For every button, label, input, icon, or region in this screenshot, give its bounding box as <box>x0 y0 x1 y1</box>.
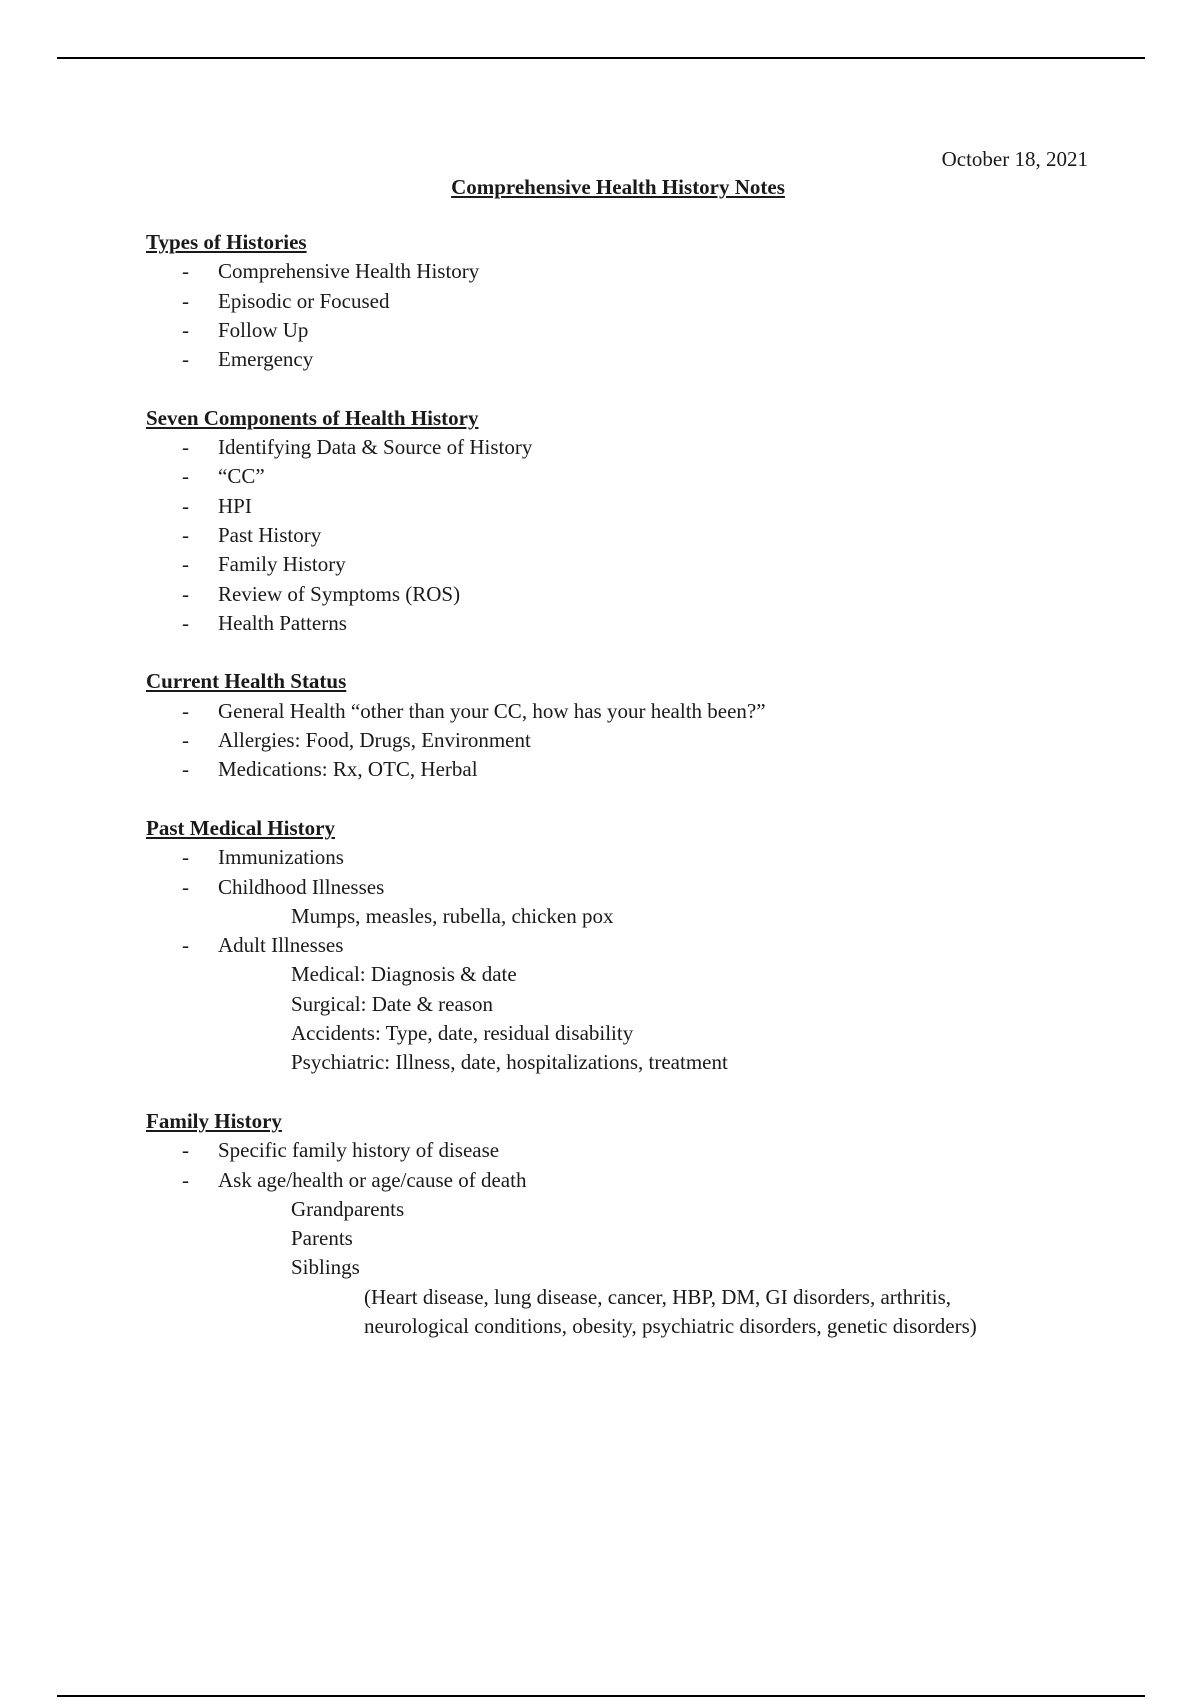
notes-body <box>146 228 1106 1341</box>
dash-bullet: - <box>182 493 189 518</box>
dash-bullet: - <box>182 464 189 489</box>
section-heading: Current Health Status <box>146 669 347 694</box>
list-item: - Adult Illnesses <box>146 931 1106 960</box>
dash-bullet: - <box>182 347 189 372</box>
sub-item: Psychiatric: Illness, date, hospitalizations, treatment <box>291 1050 728 1075</box>
list-item: - Immunizations <box>146 843 1106 872</box>
list-item: - Family History <box>146 550 1106 579</box>
list-item: - General Health “other than your CC, how has your health been?” <box>146 697 1106 726</box>
list-item: - Review of Symptoms (ROS) <box>146 580 1106 609</box>
sub-item: Accidents: Type, date, residual disability <box>291 1021 634 1046</box>
section-heading: Family History <box>146 1108 282 1133</box>
dash-bullet: - <box>182 435 189 460</box>
list-item: - Identifying Data & Source of History <box>146 433 1106 462</box>
disease-list-line: neurological conditions, obesity, psychiatric disorders, genetic disorders) <box>364 1313 977 1338</box>
document-date: October 18, 2021 <box>941 147 1088 171</box>
dash-bullet: - <box>182 581 189 606</box>
list-item: - Childhood Illnesses <box>146 873 1106 902</box>
dash-bullet: - <box>182 874 189 899</box>
dash-bullet: - <box>182 1138 189 1163</box>
list-item: - Comprehensive Health History <box>146 257 1106 286</box>
list-item: - HPI <box>146 492 1106 521</box>
disease-list-line: (Heart disease, lung disease, cancer, HBP, DM, GI disorders, arthritis, <box>364 1284 952 1309</box>
dash-bullet: - <box>182 845 189 870</box>
dash-bullet: - <box>182 522 189 547</box>
list-item: - Follow Up <box>146 316 1106 345</box>
section-heading: Types of Histories <box>146 230 307 254</box>
list-item: - Health Patterns <box>146 609 1106 638</box>
dash-bullet: - <box>182 728 189 753</box>
dash-bullet: - <box>182 288 189 313</box>
sub-item: Parents <box>291 1226 353 1251</box>
dash-bullet: - <box>182 698 189 723</box>
list-item: - Medications: Rx, OTC, Herbal <box>146 755 1106 784</box>
list-item: - Ask age/health or age/cause of death <box>146 1166 1106 1195</box>
dash-bullet: - <box>182 610 189 635</box>
dash-bullet: - <box>182 933 189 958</box>
list-item: - Emergency <box>146 345 1106 374</box>
sub-item: Mumps, measles, rubella, chicken pox <box>291 903 614 928</box>
section-heading: Past Medical History <box>146 815 335 840</box>
bottom-rule <box>57 1695 1145 1697</box>
dash-bullet: - <box>182 552 189 577</box>
list-item: - “CC” <box>146 462 1106 491</box>
sub-item: Grandparents <box>291 1196 405 1221</box>
section-heading: Seven Components of Health History <box>146 405 479 430</box>
sub-item: Medical: Diagnosis & date <box>291 962 517 987</box>
sub-item: Surgical: Date & reason <box>291 991 493 1016</box>
dash-bullet: - <box>182 259 189 284</box>
top-rule <box>57 57 1145 59</box>
dash-bullet: - <box>182 317 189 342</box>
dash-bullet: - <box>182 757 189 782</box>
sub-item: Siblings <box>291 1255 360 1280</box>
list-item: - Specific family history of disease <box>146 1136 1106 1165</box>
list-item: - Episodic or Focused <box>146 287 1106 316</box>
list-item: - Allergies: Food, Drugs, Environment <box>146 726 1106 755</box>
list-item: - Past History <box>146 521 1106 550</box>
document-title: Comprehensive Health History Notes <box>451 175 785 199</box>
dash-bullet: - <box>182 1167 189 1192</box>
